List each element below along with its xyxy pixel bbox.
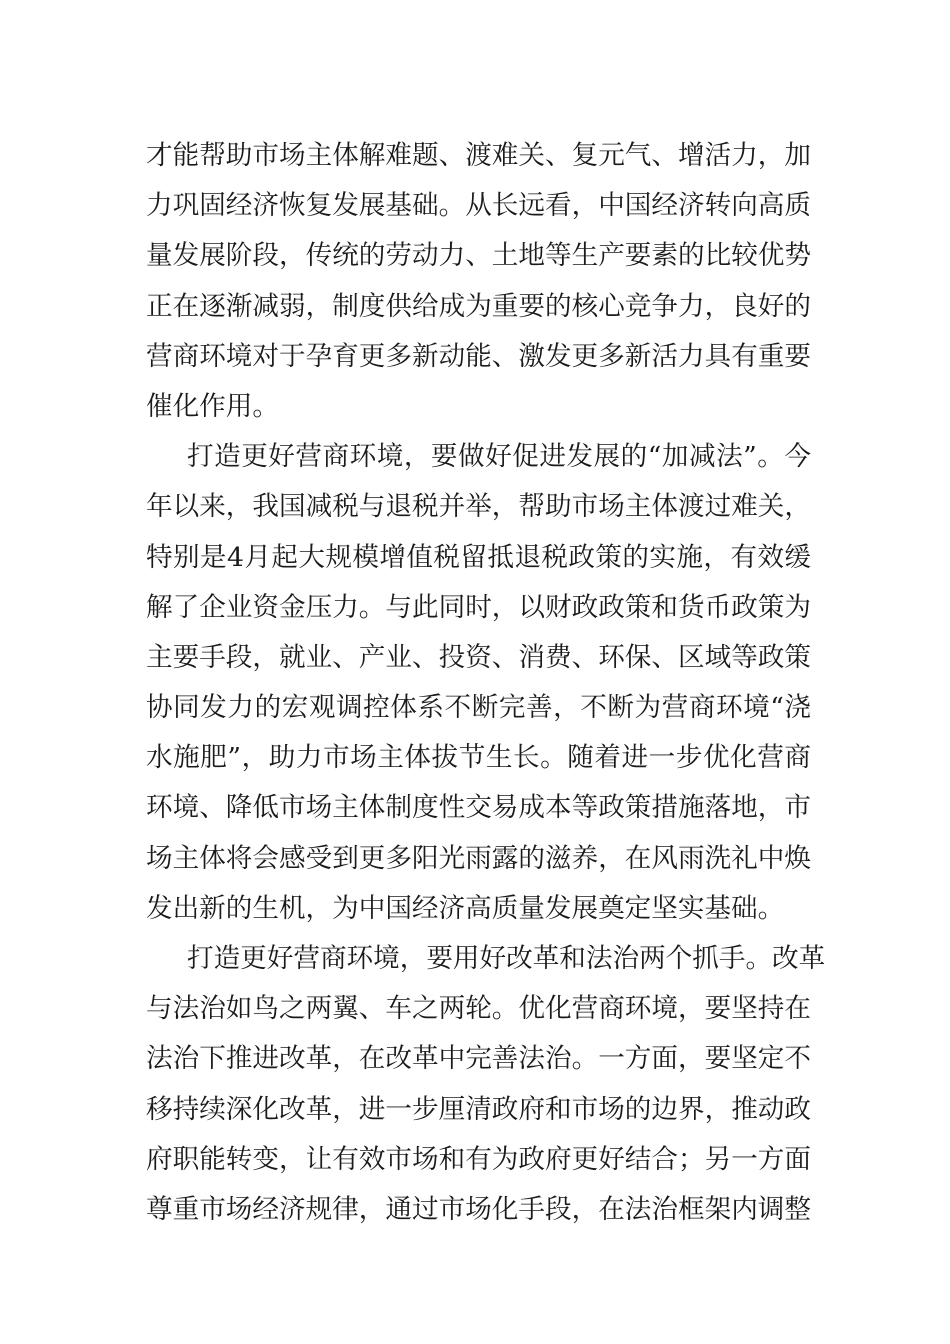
text-line: 场主体将会感受到更多阳光雨露的滋养，在风雨洗礼中焕 bbox=[146, 842, 811, 874]
text-line: 力巩固经济恢复发展基础。从长远看，中国经济转向高质 bbox=[146, 190, 811, 222]
text-line: 量发展阶段，传统的劳动力、土地等生产要素的比较优势 bbox=[146, 240, 811, 272]
document-body bbox=[146, 131, 826, 1235]
text-line: 催化作用。 bbox=[146, 390, 279, 422]
text-line: 发出新的生机，为中国经济高质量发展奠定坚实基础。 bbox=[146, 892, 785, 924]
text-line: 营商环境对于孕育更多新动能、激发更多新活力具有重要 bbox=[146, 340, 811, 372]
text-line: 府职能转变，让有效市场和有为政府更好结合；另一方面 bbox=[146, 1143, 811, 1175]
text-line: 主要手段，就业、产业、投资、消费、环保、区域等政策 bbox=[146, 641, 811, 673]
text-line: 年以来，我国减税与退税并举，帮助市场主体渡过难关， bbox=[146, 491, 811, 523]
text-line: 特别是4月起大规模增值税留抵退税政策的实施，有效缓 bbox=[146, 541, 811, 573]
text-line: 环境、降低市场主体制度性交易成本等政策措施落地，市 bbox=[146, 792, 811, 824]
text-line: 打造更好营商环境，要做好促进发展的“加减法”。今 bbox=[187, 441, 811, 473]
text-line: 协同发力的宏观调控体系不断完善，不断为营商环境“浇 bbox=[146, 692, 811, 724]
text-line: 与法治如鸟之两翼、车之两轮。优化营商环境，要坚持在 bbox=[146, 993, 811, 1025]
text-line: 才能帮助市场主体解难题、渡难关、复元气、增活力，加 bbox=[146, 140, 811, 171]
text-line: 解了企业资金压力。与此同时，以财政政策和货币政策为 bbox=[146, 591, 811, 623]
text-line: 正在逐渐减弱，制度供给成为重要的核心竞争力，良好的 bbox=[146, 290, 811, 322]
text-line: 移持续深化改革，进一步厘清政府和市场的边界，推动政 bbox=[146, 1093, 811, 1125]
text-line: 水施肥”，助力市场主体拔节生长。随着进一步优化营商 bbox=[146, 742, 811, 774]
text-line: 尊重市场经济规律，通过市场化手段，在法治框架内调整 bbox=[146, 1193, 811, 1225]
text-line: 法治下推进改革，在改革中完善法治。一方面，要坚定不 bbox=[146, 1043, 811, 1075]
text-line: 打造更好营商环境，要用好改革和法治两个抓手。改革 bbox=[187, 943, 826, 974]
